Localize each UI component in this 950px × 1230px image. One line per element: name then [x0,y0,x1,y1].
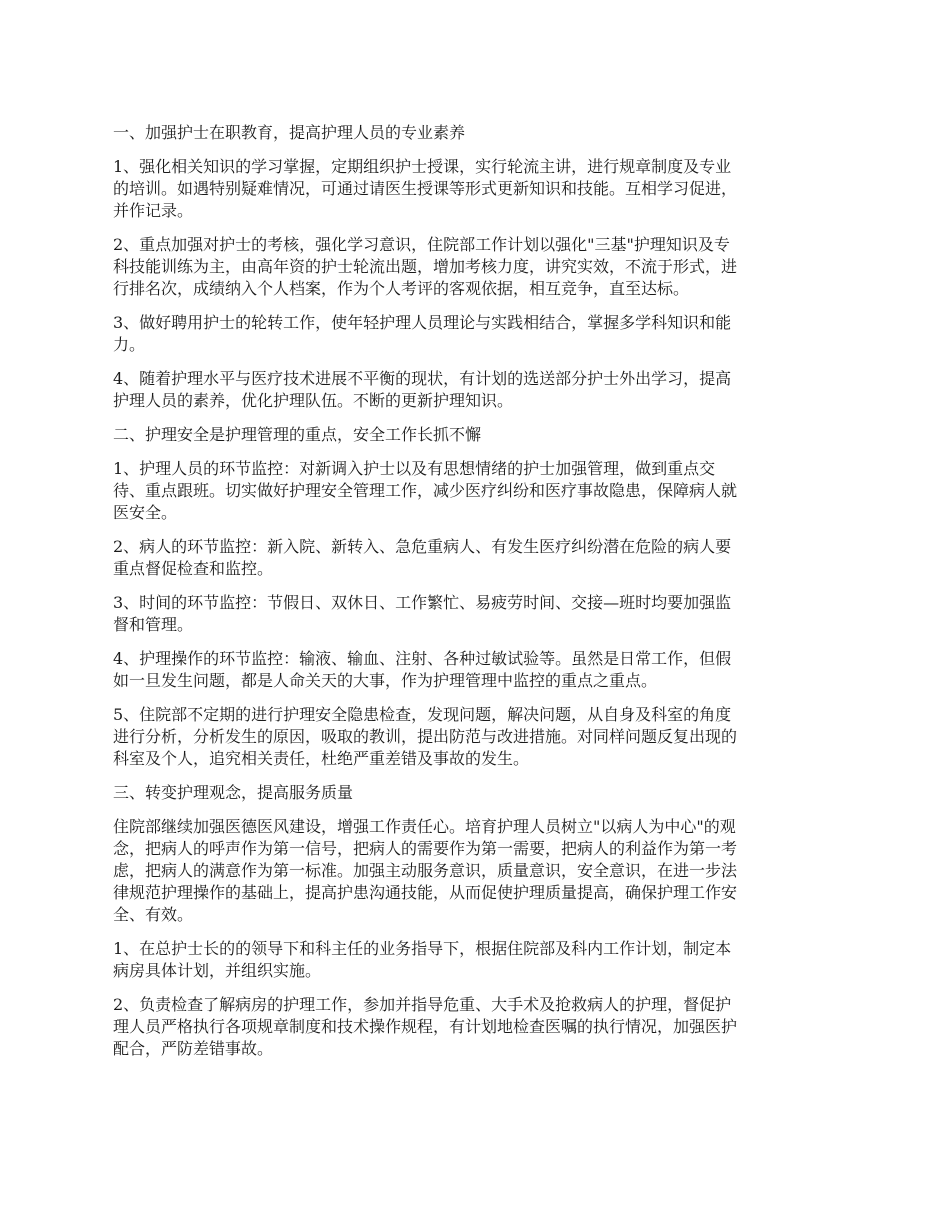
paragraph: 1、强化相关知识的学习掌握，定期组织护士授课，实行轮流主讲，进行规章制度及专业 的培训。如遇特别疑难情况，可通过请医生授课等形式更新知识和技能。互相学习促进， 并作记录。 [113,157,738,220]
paragraph: 3、时间的环节监控：节假日、双休日、工作繁忙、易疲劳时间、交接—班时均要加强监 督和管理。 [113,593,732,634]
paragraph: 4、随着护理水平与医疗技术进展不平衡的现状，有计划的选送部分护士外出学习，提高 护理人员的素养，优化护理队伍。不断的更新护理知识。 [113,369,732,410]
paragraph: 2、负责检查了解病房的护理工作，参加并指导危重、大手术及抢救病人的护理，督促护 理人员严格执行各项规章制度和技术操作规程，有计划地检查医嘱的执行情况，加强医护 配合，严防差错事故。 [113,995,738,1058]
paragraph: 1、护理人员的环节监控：对新调入护士以及有思想情绪的护士加强管理，做到重点交 待、重点跟班。切实做好护理安全管理工作，减少医疗纠纷和医疗事故隐患，保障病人就 医安全。 [113,459,738,522]
paragraph: 5、住院部不定期的进行护理安全隐患检查，发现问题，解决问题，从自身及科室的角度 进行分析，分析发生的原因，吸取的教训，提出防范与改进措施。对同样问题反复出现的 科室及个人，追究相关责任，杜绝严重差错及事故的发生。 [113,705,738,768]
paragraph: 2、病人的环节监控：新入院、新转入、急危重病人、有发生医疗纠纷潜在危险的病人要 重点督促检查和监控。 [113,537,732,578]
paragraph: 3、做好聘用护士的轮转工作，使年轻护理人员理论与实践相结合，掌握多学科知识和能 力。 [113,313,732,354]
paragraph: 4、护理操作的环节监控：输液、输血、注射、各种过敏试验等。虽然是日常工作，但假 如一旦发生问题，都是人命关天的大事，作为护理管理中监控的重点之重点。 [113,649,732,690]
paragraph: 2、重点加强对护士的考核，强化学习意识，住院部工作计划以强化"三基"护理知识及专 科技能训练为主，由高年资的护士轮流出题，增加考核力度，讲究实效，不流于形式，进 行排名次，成绩纳入个人档案，作为个人考评的客观依据，相互竞争，直至达标。 [113,235,738,298]
section-heading-3: 三、转变护理观念，提高服务质量 [113,783,354,802]
section-heading-1: 一、加强护士在职教育，提高护理人员的专业素养 [113,123,466,142]
section-heading-2: 二、护理安全是护理管理的重点，安全工作长抓不懈 [113,425,482,444]
document-body [113,122,843,1072]
paragraph: 住院部继续加强医德医风建设，增强工作责任心。培育护理人员树立"以病人为中心"的观 念，把病人的呼声作为第一信号，把病人的需要作为第一需要，把病人的利益作为第一考 虑，把病人的满意作为第一标准。加强主动服务意识，质量意识，安全意识，在进一步法 律规范护理操作的基础上，提高护患沟通技能，从而促使护理质量提高，确保护理工作安 全、有效。 [113,817,738,924]
paragraph: 1、在总护士长的的领导下和科主任的业务指导下，根据住院部及科内工作计划，制定本 病房具体计划，并组织实施。 [113,939,732,980]
